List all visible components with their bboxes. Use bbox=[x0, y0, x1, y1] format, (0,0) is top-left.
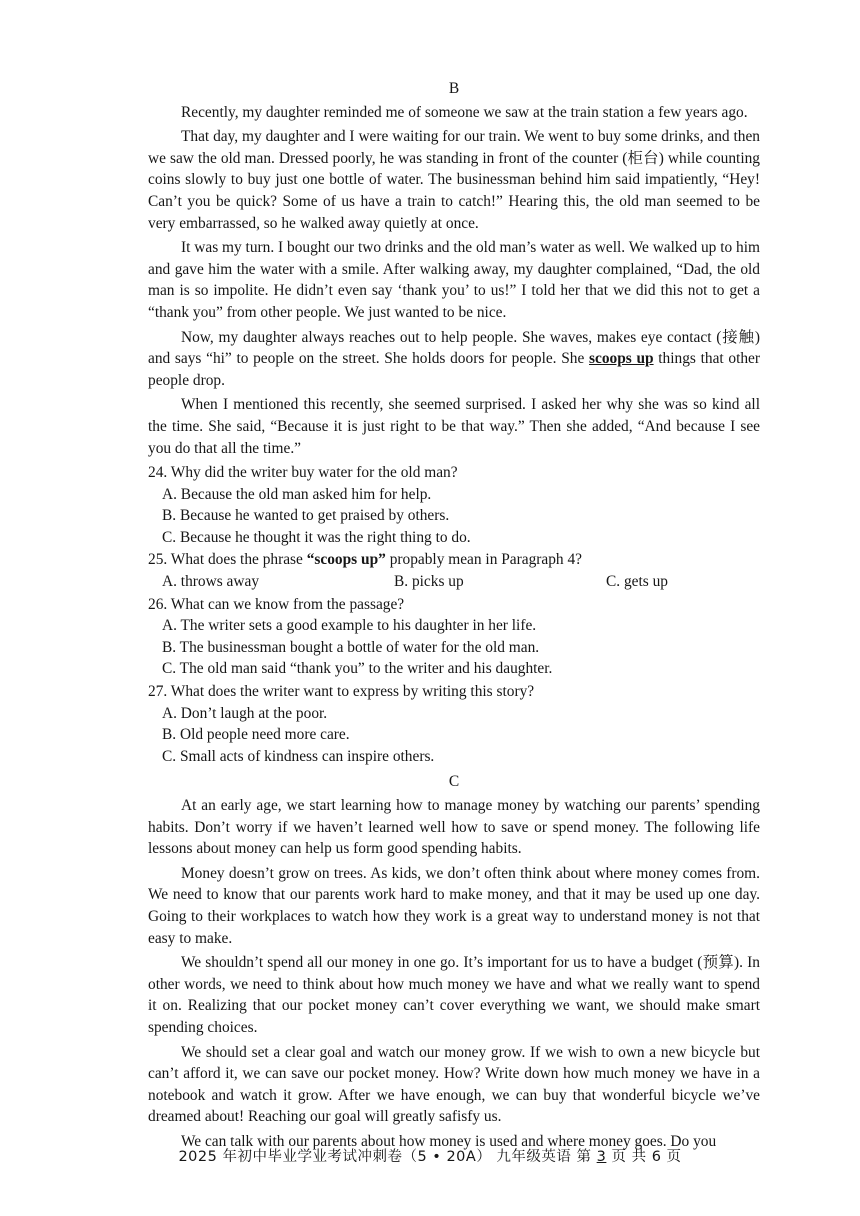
section-c-paragraph-1: At an early age, we start learning how to manage money by watching our parents’ spending habits. Don’t worry if we haven’t learned well how to save or spend money. The following life lessons about money can help us form good spending habits. bbox=[148, 797, 760, 858]
section-b-paragraph-4 bbox=[148, 327, 760, 392]
section-c-paragraph-3: We shouldn’t spend all our money in one go. It’s important for us to have a budget (预算). In other words, we need to think about how much money we have and what we really want to spend it on. Realizing that our pocket money can’t cover everything we want, we should make smart spending choices. bbox=[148, 954, 760, 1036]
section-c-paragraph-5: We can talk with our parents about how money is used and where money goes. Do you bbox=[181, 1132, 717, 1150]
question-26-stem: 26. What can we know from the passage? bbox=[148, 595, 405, 613]
question-27 bbox=[148, 681, 760, 767]
section-b-paragraph-1: Recently, my daughter reminded me of someone we saw at the train station a few years ago. bbox=[181, 103, 748, 121]
section-b-paragraph-5: When I mentioned this recently, she seemed surprised. I asked her why she was so kind all the time. She said, “Because it is just right to be that way.” Then she added, “And because I see you do that all the time.” bbox=[148, 396, 760, 457]
question-26-option-b: B. The businessman bought a bottle of water for the old man. bbox=[162, 638, 540, 656]
section-b-paragraph-2: That day, my daughter and I were waiting for our train. We went to buy some drinks, and then we saw the old man. Dressed poorly, he was standing in front of the counter (柜台) while counting coins slowly to buy just one bottle of water. The businessman behind him said impatiently, “Hey! Can’t you be quick? Some of us have a train to catch!” Hearing this, the old man seemed to be very embarrassed, so he walked away quietly at once. bbox=[148, 128, 760, 232]
footer-total-pages: 6 bbox=[651, 1149, 662, 1165]
question-27-option-a: A. Don’t laugh at the poor. bbox=[162, 704, 328, 722]
footer-text-mid: 页 共 bbox=[606, 1149, 652, 1165]
question-24-option-a: A. Because the old man asked him for help. bbox=[162, 485, 432, 503]
question-26 bbox=[148, 594, 760, 680]
question-27-option-c: C. Small acts of kindness can inspire others. bbox=[162, 747, 435, 765]
section-c-title: C bbox=[448, 773, 460, 791]
question-25-option-b: B. picks up bbox=[394, 573, 464, 591]
question-25-option-c: C. gets up bbox=[606, 573, 668, 591]
question-25-keyword: “scoops up” bbox=[306, 551, 386, 569]
question-25 bbox=[148, 549, 760, 592]
section-b-paragraph-3: It was my turn. I bought our two drinks and the old man’s water as well. We walked up to him and gave him the water with a smile. After walking away, my daughter complained, “Dad, the old man is so impolite. He didn’t even say ‘thank you’ to us!” I told her that we did this not to get a “thank you” from other people. We just wanted to be nice. bbox=[148, 239, 760, 321]
section-c-paragraph-4: We should set a clear goal and watch our money grow. If we wish to own a new bicycle but can’t afford it, we can save our pocket money. How? Write down how much money we have in a notebook and watch it grow. After we have enough, we can buy that wonderful bicycle we’ve dreamed about! Reaching our goal will greatly safisfy us. bbox=[148, 1043, 760, 1126]
page-footer bbox=[0, 1147, 860, 1169]
question-24-option-c: C. Because he thought it was the right thing to do. bbox=[162, 528, 471, 546]
paragraph-4-text-before: Now, my daughter always reaches out to help people. She waves, makes eye contact (接触) and says “hi” to people on the street. She holds doors for people. She bbox=[148, 328, 760, 368]
question-27-option-b: B. Old people need more care. bbox=[162, 726, 350, 744]
question-24-stem: 24. Why did the writer buy water for the old man? bbox=[148, 464, 458, 482]
question-25-option-a: A. throws away bbox=[162, 573, 260, 591]
question-24-option-b: B. Because he wanted to get praised by others. bbox=[162, 507, 450, 525]
paragraph-4-text-after: things that other people drop. bbox=[148, 350, 760, 389]
footer-page-number: 3 bbox=[596, 1149, 607, 1165]
section-c-paragraph-2: Money doesn’t grow on trees. As kids, we don’t often think about where money comes from. We need to know that our parents work hard to make money, and that it may be used up one day. Going to their workplaces to watch how they work is a great way to understand money is not that easy to make. bbox=[148, 864, 760, 947]
question-25-stem-before: 25. What does the phrase bbox=[148, 551, 307, 569]
footer-text-before: 2025 年初中毕业学业考试冲刺卷（5 • 20A） 九年级英语 第 bbox=[178, 1149, 597, 1165]
question-25-stem bbox=[148, 549, 760, 571]
footer-text-after: 页 bbox=[661, 1149, 682, 1165]
question-25-options bbox=[148, 571, 760, 593]
question-27-stem: 27. What does the writer want to express by writing this story? bbox=[148, 683, 535, 701]
question-26-option-a: A. The writer sets a good example to his daughter in her life. bbox=[162, 617, 537, 635]
keyword-scoops-up: scoops up bbox=[589, 350, 654, 368]
question-26-option-c: C. The old man said “thank you” to the writer and his daughter. bbox=[162, 660, 553, 678]
question-24 bbox=[148, 462, 760, 548]
question-25-stem-after: propably mean in Paragraph 4? bbox=[385, 551, 583, 569]
section-b-title: B bbox=[448, 80, 460, 97]
